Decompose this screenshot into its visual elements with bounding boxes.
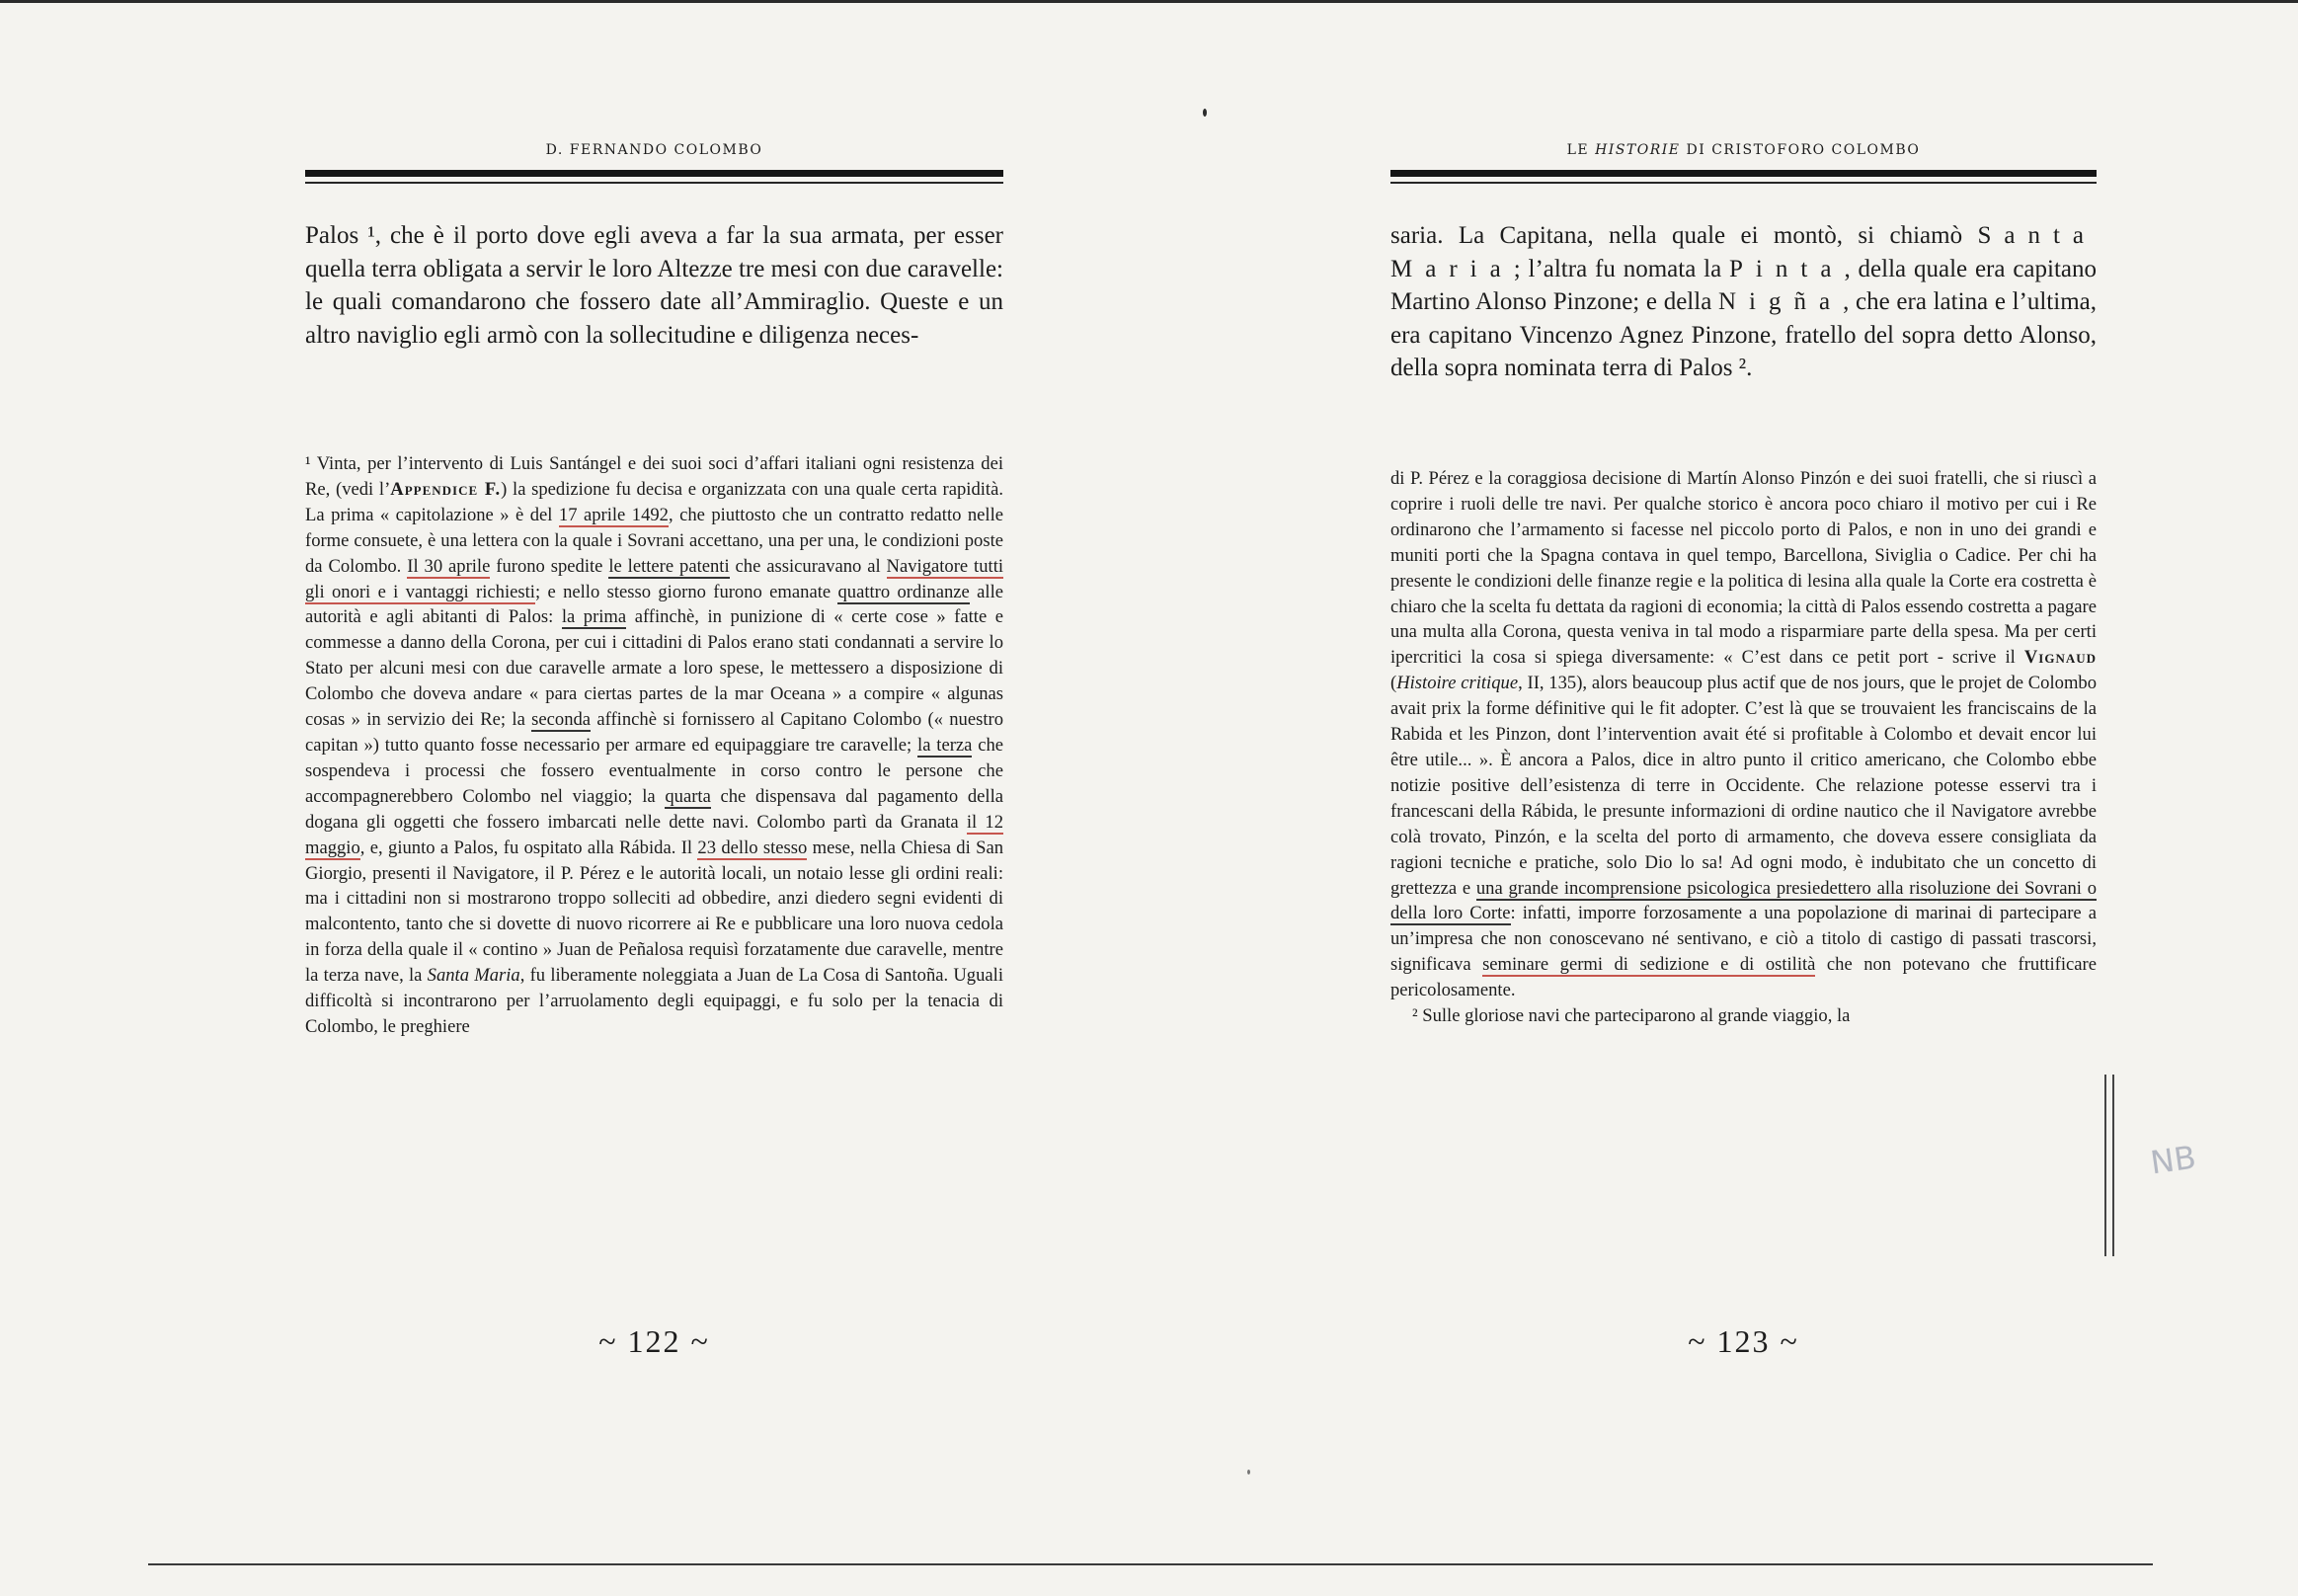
footnote-text: alle autorità e agli abitanti di Palos: [305, 581, 1003, 628]
margin-bracket-mark [2104, 1075, 2114, 1256]
page-number-123: ~ 123 ~ [1688, 1323, 1799, 1359]
author-vignaud: Vignaud [2023, 647, 2097, 669]
running-head-word: DI CRISTOFORO COLOMBO [1686, 142, 1921, 158]
ship-name-nigna: Nigña [1717, 288, 1844, 315]
underlined-navigatore: Navigatore tutti gli onori e i vantaggi richiesti [305, 555, 1004, 602]
footnote-2-start: ² Sulle gloriose navi che parteciparono al grande viaggio, la [1412, 1005, 1851, 1027]
footnote-1-continued [1390, 466, 2097, 1029]
ship-name-italic: Santa Maria [427, 965, 520, 987]
main-text: , che era latina e l’ultima, era capitano Vincenzo Agnez Pinzone, fratello del sopra detto Alonso, della sopra nominata terra di Palos ². [1390, 288, 2097, 381]
ship-name-pinta: Pinta [1729, 255, 1845, 282]
ink-speck [1203, 109, 1207, 117]
page-number-122: ~ 122 ~ [598, 1323, 710, 1359]
ink-speck [1247, 1470, 1250, 1475]
underlined-quarta: quarta [665, 785, 711, 807]
footnote-text: ; e nello stesso giorno furono emanate [534, 581, 838, 602]
footnote-text: che assicuravano al [729, 555, 887, 577]
main-text-right [1390, 219, 2097, 385]
footnote-text: furono spedite [490, 555, 609, 577]
underlined-la-prima: la prima [561, 606, 627, 628]
footnote-text: , II, 135), alors beaucoup plus actif que de nos jours, que le projet de Colombo avait prix la forme définitive qui le fit adopter. C’est là que se trouvaient les franciscains de la Rabida et les Pinzon, dont l’intervention avait été si profitable à Colombo et devait encor lui être utile... ». È ancora a Palos, dice in altro punto il critico americano, che Colombo ebbe notizie positive dell’esistenza di terre in Occidente. Che relazione potesse esservi tra i francescani della Rábida, le presunte informazioni di ordine nautico che il Navigatore avrebbe colà trovato, Pinzón, e la scelta del porto di armamento, che doveva essere consigliata da ragioni tecniche e pratiche, solo Dio lo sa! Ad ogni modo, è indubitato che un concetto di grettezza e [1390, 673, 2097, 899]
footnote-text: ) la spedizione fu decisa e organizzata con una quale certa rapidità. La prima « capitolazione » è del [305, 478, 1003, 525]
header-rule-thin [305, 182, 1003, 184]
main-text: saria. La Capitana, nella quale ei montò, si chiamò [1390, 222, 1978, 249]
header-rule-thick [305, 170, 1003, 177]
footnote-text: ¹ Vinta, per l’intervento di Luis Santángel e dei suoi soci d’affari italiani ogni resistenza dei Re, (vedi l’ [305, 453, 1003, 500]
scan-bottom-edge [148, 1563, 2153, 1565]
footnote-text: , fu liberamente noleggiata a Juan de La Cosa di Santoña. Uguali difficoltà si incontrarono per l’arruolamento degli equipaggi, e fu solo per la tenacia di Colombo, le preghiere [305, 965, 1003, 1037]
header-rule-thick [1390, 170, 2097, 177]
footnote-text: , e, giunto a Palos, fu ospitato alla Rábida. Il [359, 837, 698, 858]
main-text: ; l’altra fu nomata la [1513, 255, 1730, 282]
footnote-text: di P. Pérez e la coraggiosa decisione di Martín Alonso Pinzón e dei suoi fratelli, che si riuscì a coprire i ruoli delle tre navi. Per qualche storico è ancora poco chiaro il motivo per cui i Re ordinarono che l’armamento si facesse nel piccolo porto di Palos, e non in uno dei grandi e muniti porti che la Spagna contava in quel tempo, Barcellona, Siviglia o Cadice. Per chi ha presente le condizioni delle finanze regie e la politica di lesina alla quale la Corte era costretta è chiaro che la scelta fu dettata da ragioni di economia; la città di Palos essendo costretta a pagare una multa alla Corona, questa veniva in tal modo a risparmiare parte della spesa. Ma per certi ipercritici la cosa si spiega diversamente: « C’est dans ce petit port - scrive il [1390, 468, 2097, 669]
underlined-la-terza: la terza [917, 734, 973, 756]
underlined-12-maggio: il 12 maggio [305, 811, 1003, 858]
main-text: , della quale era capitano Martino Alonso Pinzone; e della [1390, 255, 2098, 315]
underlined-quattro-ordinanze: quattro ordinanze [837, 581, 970, 602]
underlined-incomprensione: una grande incomprensione psicologica presiedettero alla risoluzione dei Sovrani o della loro Corte [1390, 877, 2097, 924]
margin-note-nb: NB [2148, 1138, 2198, 1182]
footnote-text: che dispensava dal pagamento della dogana gli oggetti che fossero imbarcati nelle dette navi. Colombo partì da Granata [305, 785, 1003, 833]
footnote-text: ( [1390, 673, 1397, 694]
footnote-text: che non potevano che fruttificare pericolosamente. [1390, 954, 2097, 1001]
header-rule-thin [1390, 182, 2097, 184]
underlined-seminare-germi: seminare germi di sedizione e di ostilità [1482, 954, 1816, 976]
scan-top-edge [0, 0, 2298, 3]
footnote-text: che sospendeva i processi che fossero eventualmente in corso contro le persone che accompagnerebbero Colombo nel viaggio; la [305, 734, 1004, 807]
footnote-1 [305, 451, 1003, 1040]
underlined-23-dello-stesso: 23 dello stesso [697, 837, 808, 858]
appendix-reference: Appendice F. [390, 478, 502, 500]
footnote-text: mese, nella Chiesa di San Giorgio, presenti il Navigatore, il P. Pérez e le autorità locali, un notaio lesse gli ordini reali: ma i cittadini non si mostrarono troppo solleciti ad obbedire, anzi diedero segni evidenti di malcontento, tanto che si dovette di nuovo ricorrere ai Re e pubblicare una loro nuova cedola in forza della quale il « contino » Juan de Peñalosa requisì forzatamente due caravelle, mentre la terza nave, la [305, 837, 1003, 987]
running-head-title-italic: HISTORIE [1595, 142, 1681, 158]
main-text-left: Palos ¹, che è il porto dove egli aveva a far la sua armata, per esser quella terra obligata a servir le loro Altezze tre mesi con due caravelle: le quali comandarono che fossero date all’Ammiraglio. Queste e un altro naviglio egli armò con la sollecitudine e diligenza neces- [305, 222, 1003, 349]
footnote-text: affinchè, in punizione di « certe cose » fatte e commesse a danno della Corona, per cui i cittadini di Palos erano stati condannati a servire lo Stato per alcuni mesi con due caravelle armate a loro spese, le mettessero a disposizione di Colombo che doveva andare « para ciertas partes de la mar Oceana » a compire « algunas cosas » in servizio dei Re; la [305, 606, 1004, 731]
book-title-italic: Histoire critique [1396, 673, 1519, 694]
running-head-word: LE [1566, 142, 1590, 158]
ship-name-santa-maria: Santa Maria [1390, 222, 2097, 282]
underlined-lettere-patenti: le lettere patenti [608, 555, 730, 577]
underlined-date-17-april: 17 aprile 1492 [558, 504, 669, 525]
footnote-text: , che piuttosto che un contratto redatto nelle forme consuete, è una lettera con la quale i Sovrani accettano, una per una, le condizioni poste da Colombo. [305, 504, 1004, 577]
footnote-text: affinchè si fornissero al Capitano Colombo (« nuestro capitan ») tutto quanto fosse necessario per armare ed equipaggiare tre caravelle; [305, 709, 1003, 756]
running-head-right [1390, 142, 2097, 158]
footnote-text: : infatti, imporre forzosamente a una popolazione di marinai di partecipare a un’impresa che non conoscevano né sentivano, e ciò a titolo di castigo di passati trascorsi, significava [1390, 903, 2097, 976]
underlined-date-30-april: Il 30 aprile [407, 555, 491, 577]
underlined-seconda: seconda [531, 709, 592, 731]
running-head-left: D. FERNANDO COLOMBO [545, 142, 763, 158]
